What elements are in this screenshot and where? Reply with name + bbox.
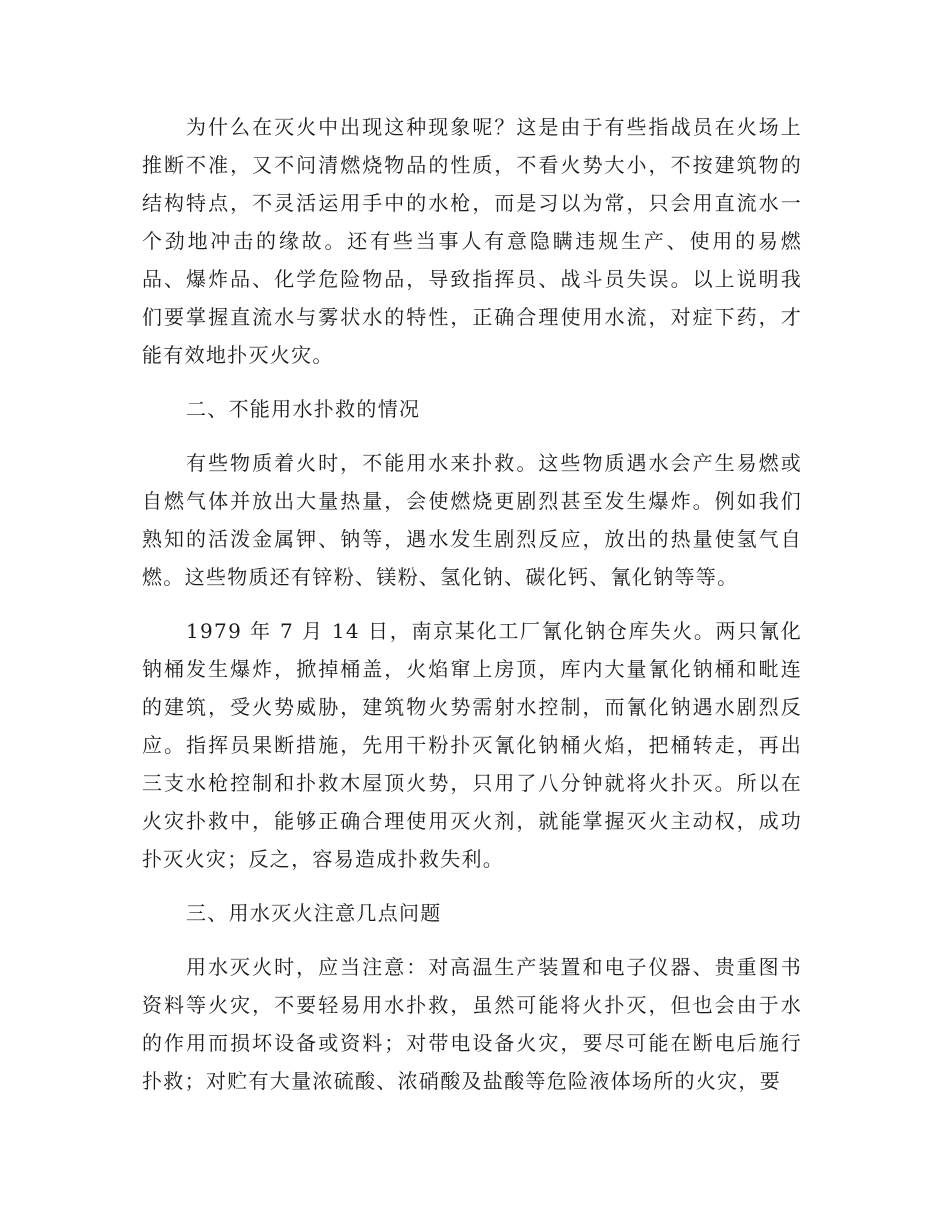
- paragraph-water-precautions: 用水灭火时，应当注意：对高温生产装置和电子仪器、贵重图书资料等火灾，不要轻易用水扑救，虽然可能将火扑灭，但也会由于水的作用而损坏设备或资料；对带电设备火灾，要尽可能在断电后施行扑救；对贮有大量浓硫酸、浓硝酸及盐酸等危险液体场所的火灾，要: [142, 955, 802, 1093]
- section-heading-water-precautions: 三、用水灭火注意几点问题: [186, 901, 442, 925]
- document-body: [142, 108, 802, 1116]
- paragraph-water-reactive-substances: 有些物质着火时，不能用水来扑救。这些物质遇水会产生易燃或自燃气体并放出大量热量，会使燃烧更剧烈甚至发生爆炸。例如我们熟知的活泼金属钾、钠等，遇水发生剧烈反应，放出的热量使氢气自燃。这些物质还有锌粉、镁粉、氢化钠、碳化钙、氰化钠等等。: [142, 451, 802, 589]
- paragraph-nanjing-fire-case: 1979 年 7 月 14 日，南京某化工厂氰化钠仓库失火。两只氰化钠桶发生爆炸，掀掉桶盖，火焰窜上房顶，库内大量氰化钠桶和毗连的建筑，受火势威胁，建筑物火势需射水控制，而氰化钠遇水剧烈反应。指挥员果断措施，先用干粉扑灭氰化钠桶火焰，把桶转走，再出三支水枪控制和扑救木屋顶火势，只用了八分钟就将火扑灭。所以在火灾扑救中，能够正确合理使用灭火剂，就能掌握灭火主动权，成功扑灭火灾；反之，容易造成扑救失利。: [142, 619, 802, 871]
- section-heading-no-water: 二、不能用水扑救的情况: [186, 397, 421, 421]
- paragraph-water-misuse-causes: 为什么在灭火中出现这种现象呢？这是由于有些指战员在火场上推断不准，又不问清燃烧物品的性质，不看火势大小，不按建筑物的结构特点，不灵活运用手中的水枪，而是习以为常，只会用直流水一个劲地冲击的缘故。还有些当事人有意隐瞒违规生产、使用的易燃品、爆炸品、化学危险物品，导致指挥员、战斗员失误。以上说明我们要掌握直流水与雾状水的特性，正确合理使用水流，对症下药，才能有效地扑灭火灾。: [142, 115, 802, 367]
